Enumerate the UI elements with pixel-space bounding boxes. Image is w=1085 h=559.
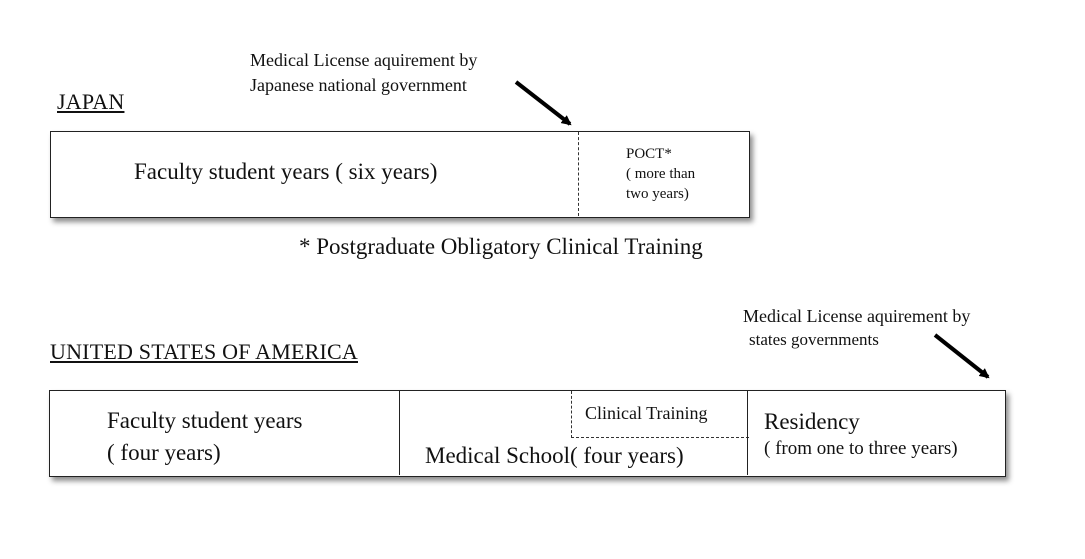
japan-poct-line3: two years) bbox=[626, 186, 689, 202]
japan-license-note-line1: Medical License aquirement by bbox=[250, 50, 478, 70]
usa-faculty-line1: Faculty student years bbox=[107, 408, 303, 433]
japan-poct-line2: ( more than bbox=[626, 166, 696, 182]
japan-heading: JAPAN bbox=[57, 89, 125, 114]
usa-faculty-line2: ( four years) bbox=[107, 440, 221, 465]
usa-license-arrow bbox=[935, 335, 988, 377]
japan-poct-line1: POCT* bbox=[626, 146, 672, 162]
japan-faculty-label: Faculty student years ( six years) bbox=[134, 159, 438, 184]
usa-clinical-training-label: Clinical Training bbox=[585, 403, 708, 423]
japan-footnote: * Postgraduate Obligatory Clinical Training bbox=[299, 234, 703, 259]
usa-heading: UNITED STATES OF AMERICA bbox=[50, 339, 358, 364]
usa-residency-line2: ( from one to three years) bbox=[764, 438, 958, 459]
usa-medical-school-label: Medical School( four years) bbox=[425, 443, 684, 468]
usa-license-note-line2: states governments bbox=[749, 330, 879, 349]
japan-license-note-line2: Japanese national government bbox=[250, 75, 467, 95]
japan-license-arrow bbox=[516, 82, 570, 124]
usa-residency-line1: Residency bbox=[764, 409, 860, 434]
usa-license-note-line1: Medical License aquirement by bbox=[743, 306, 971, 326]
